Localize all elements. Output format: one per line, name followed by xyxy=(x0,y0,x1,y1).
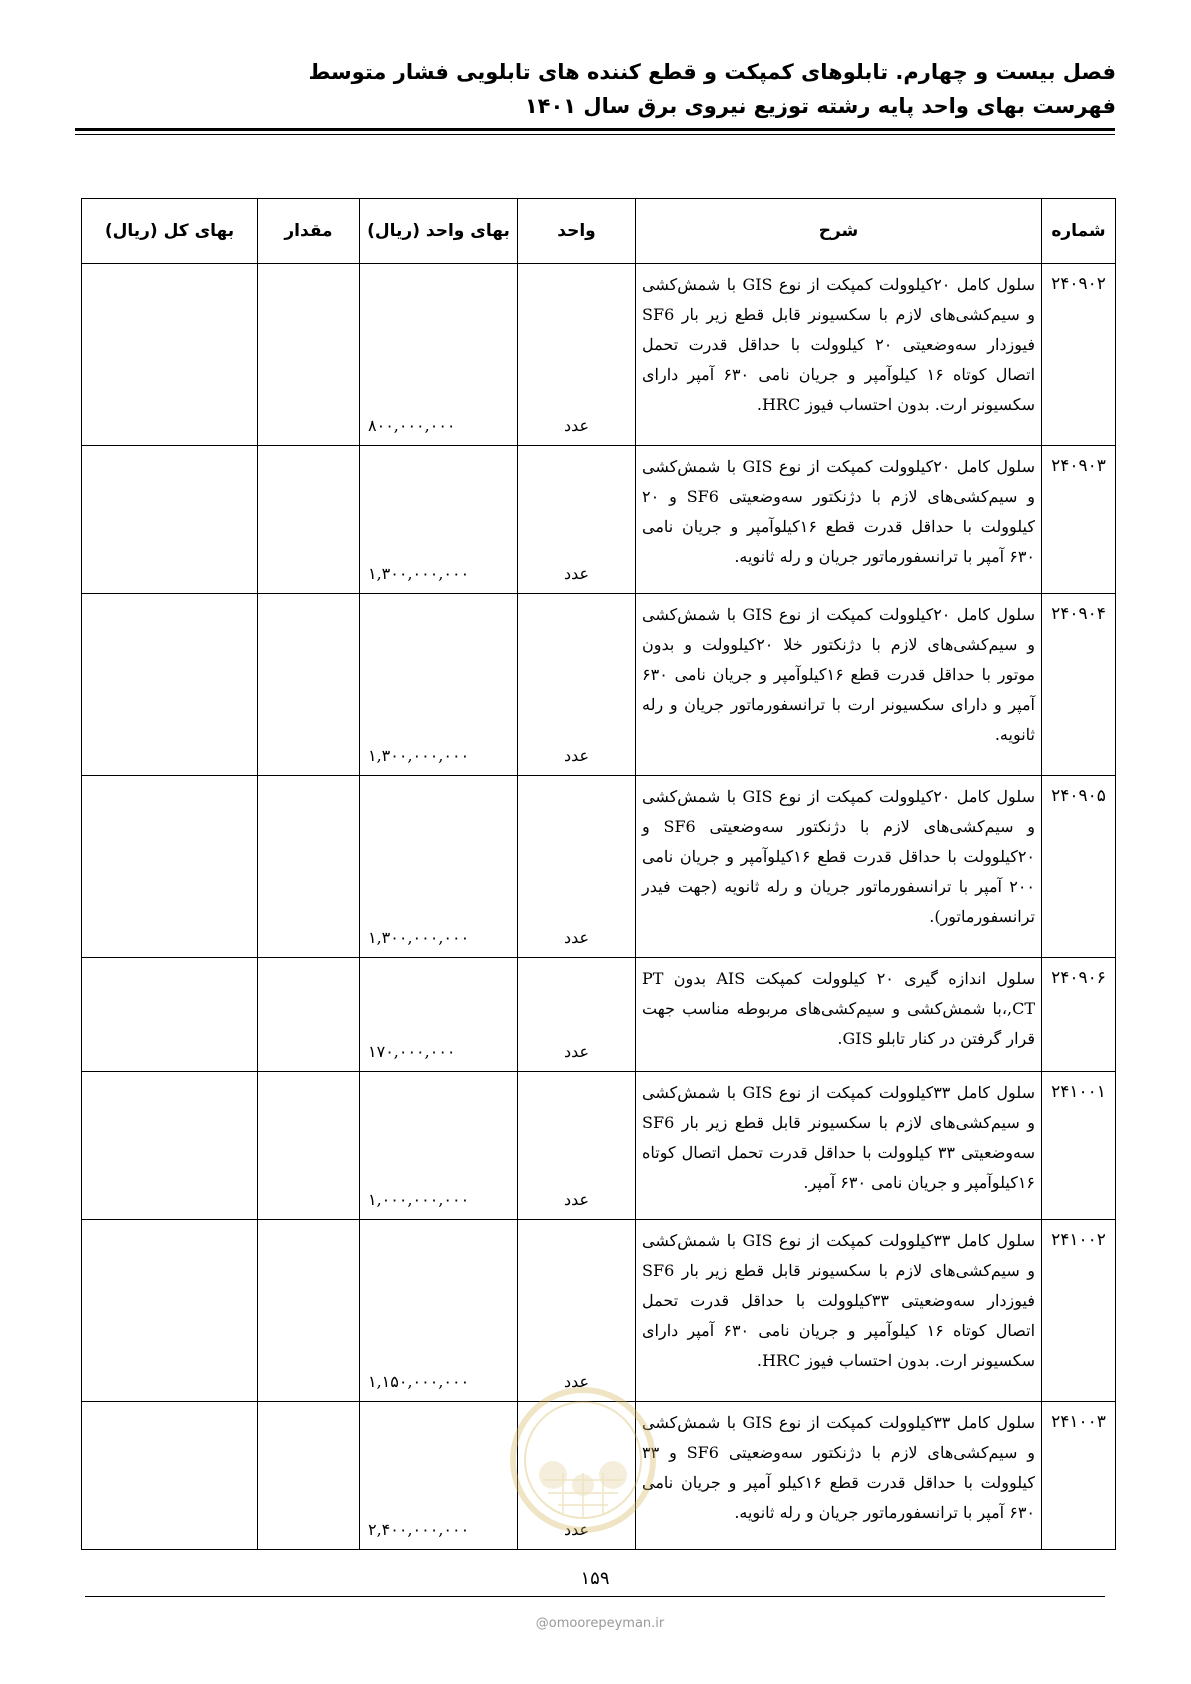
row-quantity xyxy=(258,958,360,1072)
table-row xyxy=(82,1220,1116,1402)
row-quantity xyxy=(258,1402,360,1550)
row-number: ۲۴۰۹۰۲ xyxy=(1042,264,1116,446)
row-unit-price: ۱,۱۵۰,۰۰۰,۰۰۰ xyxy=(360,1220,518,1402)
row-quantity xyxy=(258,1072,360,1220)
table-row xyxy=(82,776,1116,958)
chapter-title: فصل بیست و چهارم. تابلوهای کمپکت و قطع کننده های تابلویی فشار متوسط xyxy=(308,60,1116,84)
row-description: سلول کامل ۲۰کیلوولت کمپکت از نوع GIS با شمش‌کشی و سیم‌کشی‌های لازم با دژنکتور سه‌وضعیتی SF6 و ۲۰کیلوولت با حداقل قدرت قطع ۱۶کیلوآمپر و جریان نامی ۲۰۰ آمپر با ترانسفورماتور جریان و رله ثانویه (جهت فیدر ترانسفورماتور). xyxy=(636,776,1042,958)
header-description: شرح xyxy=(636,199,1042,264)
row-total-price xyxy=(82,958,258,1072)
row-unit: عدد xyxy=(518,446,636,594)
row-quantity xyxy=(258,264,360,446)
table-row xyxy=(82,1402,1116,1550)
row-unit-price: ۱,۳۰۰,۰۰۰,۰۰۰ xyxy=(360,776,518,958)
row-total-price xyxy=(82,264,258,446)
row-number: ۲۴۱۰۰۱ xyxy=(1042,1072,1116,1220)
row-description: سلول کامل ۲۰کیلوولت کمپکت از نوع GIS با شمش‌کشی و سیم‌کشی‌های لازم با سکسیونر قابل قطع زیر بار SF6 فیوزدار سه‌وضعیتی ۲۰ کیلوولت با حداقل قدرت تحمل اتصال کوتاه ۱۶ کیلوآمپر و جریان نامی ۶۳۰ آمپر دارای سکسیونر ارت. بدون احتساب فیوز HRC. xyxy=(636,264,1042,446)
document-title: فهرست بهای واحد پایه رشته توزیع نیروی برق سال ۱۴۰۱ xyxy=(524,94,1116,118)
table-header-row xyxy=(82,199,1116,264)
row-unit-price: ۱,۰۰۰,۰۰۰,۰۰۰ xyxy=(360,1072,518,1220)
page-number: ۱۵۹ xyxy=(580,1568,610,1589)
row-total-price xyxy=(82,1072,258,1220)
row-number: ۲۴۱۰۰۳ xyxy=(1042,1402,1116,1550)
row-unit-price: ۱,۳۰۰,۰۰۰,۰۰۰ xyxy=(360,446,518,594)
header-rule-thin xyxy=(75,134,1115,135)
header-unit-price: بهای واحد (ریال) xyxy=(360,199,518,264)
row-quantity xyxy=(258,446,360,594)
row-description: سلول کامل ۲۰کیلوولت کمپکت از نوع GIS با شمش‌کشی و سیم‌کشی‌های لازم با دژنکتور سه‌وضعیتی SF6 و ۲۰ کیلوولت با حداقل قدرت قطع ۱۶کیلوآمپر و جریان نامی ۶۳۰ آمپر با ترانسفورماتور جریان و رله ثانویه. xyxy=(636,446,1042,594)
row-description: سلول اندازه گیری ۲۰ کیلوولت کمپکت AIS بدون PT ,CT،با شمش‌کشی و سیم‌کشی‌های مربوطه مناسب جهت قرار گرفتن در کنار تابلو GIS. xyxy=(636,958,1042,1072)
row-unit: عدد xyxy=(518,1072,636,1220)
header-unit: واحد xyxy=(518,199,636,264)
table-row xyxy=(82,264,1116,446)
row-total-price xyxy=(82,1220,258,1402)
row-number: ۲۴۰۹۰۴ xyxy=(1042,594,1116,776)
row-unit-price: ۱۷۰,۰۰۰,۰۰۰ xyxy=(360,958,518,1072)
row-total-price xyxy=(82,776,258,958)
header-number: شماره xyxy=(1042,199,1116,264)
row-unit: عدد xyxy=(518,264,636,446)
row-unit: عدد xyxy=(518,776,636,958)
row-quantity xyxy=(258,594,360,776)
row-quantity xyxy=(258,776,360,958)
row-total-price xyxy=(82,446,258,594)
row-unit-price: ۲,۴۰۰,۰۰۰,۰۰۰ xyxy=(360,1402,518,1550)
row-number: ۲۴۰۹۰۳ xyxy=(1042,446,1116,594)
row-number: ۲۴۱۰۰۲ xyxy=(1042,1220,1116,1402)
row-number: ۲۴۰۹۰۵ xyxy=(1042,776,1116,958)
row-unit-price: ۸۰۰,۰۰۰,۰۰۰ xyxy=(360,264,518,446)
price-list-table xyxy=(81,198,1116,1550)
row-unit-price: ۱,۳۰۰,۰۰۰,۰۰۰ xyxy=(360,594,518,776)
row-unit: عدد xyxy=(518,1402,636,1550)
row-unit: عدد xyxy=(518,1220,636,1402)
row-description: سلول کامل ۳۳کیلوولت کمپکت از نوع GIS با شمش‌کشی و سیم‌کشی‌های لازم با سکسیونر قابل قطع زیر بار SF6 فیوزدار سه‌وضعیتی ۳۳کیلوولت با حداقل قدرت تحمل اتصال کوتاه ۱۶ کیلوآمپر و جریان نامی ۶۳۰ آمپر دارای سکسیونر ارت. بدون احتساب فیوز HRC. xyxy=(636,1220,1042,1402)
footer-rule xyxy=(85,1596,1105,1597)
table-row xyxy=(82,1072,1116,1220)
row-description: سلول کامل ۳۳کیلوولت کمپکت از نوع GIS با شمش‌کشی و سیم‌کشی‌های لازم با سکسیونر قابل قطع زیر بار SF6 سه‌وضعیتی ۳۳ کیلوولت با حداقل قدرت تحمل اتصال کوتاه ۱۶کیلوآمپر و جریان نامی ۶۳۰ آمپر. xyxy=(636,1072,1042,1220)
header-quantity: مقدار xyxy=(258,199,360,264)
row-total-price xyxy=(82,594,258,776)
header-rule-thick xyxy=(75,128,1115,131)
header-total-price: بهای کل (ریال) xyxy=(82,199,258,264)
row-description: سلول کامل ۳۳کیلوولت کمپکت از نوع GIS با شمش‌کشی و سیم‌کشی‌های لازم با دژنکتور سه‌وضعیتی SF6 و ۳۳ کیلوولت با حداقل قدرت قطع ۱۶کیلو آمپر و جریان نامی ۶۳۰ آمپر با ترانسفورماتور جریان و رله ثانویه. xyxy=(636,1402,1042,1550)
row-total-price xyxy=(82,1402,258,1550)
row-unit: عدد xyxy=(518,594,636,776)
website-watermark: @omoorepeyman.ir xyxy=(535,1616,665,1631)
table-row xyxy=(82,446,1116,594)
row-unit: عدد xyxy=(518,958,636,1072)
table-row xyxy=(82,958,1116,1072)
page-header xyxy=(66,55,1116,123)
row-number: ۲۴۰۹۰۶ xyxy=(1042,958,1116,1072)
row-description: سلول کامل ۲۰کیلوولت کمپکت از نوع GIS با شمش‌کشی و سیم‌کشی‌های لازم با دژنکتور خلا ۲۰کیلوولت و بدون موتور با حداقل قدرت قطع ۱۶کیلوآمپر و جریان نامی ۶۳۰ آمپر و دارای سکسیونر ارت با ترانسفورماتور جریان و رله ثانویه. xyxy=(636,594,1042,776)
row-quantity xyxy=(258,1220,360,1402)
table-row xyxy=(82,594,1116,776)
